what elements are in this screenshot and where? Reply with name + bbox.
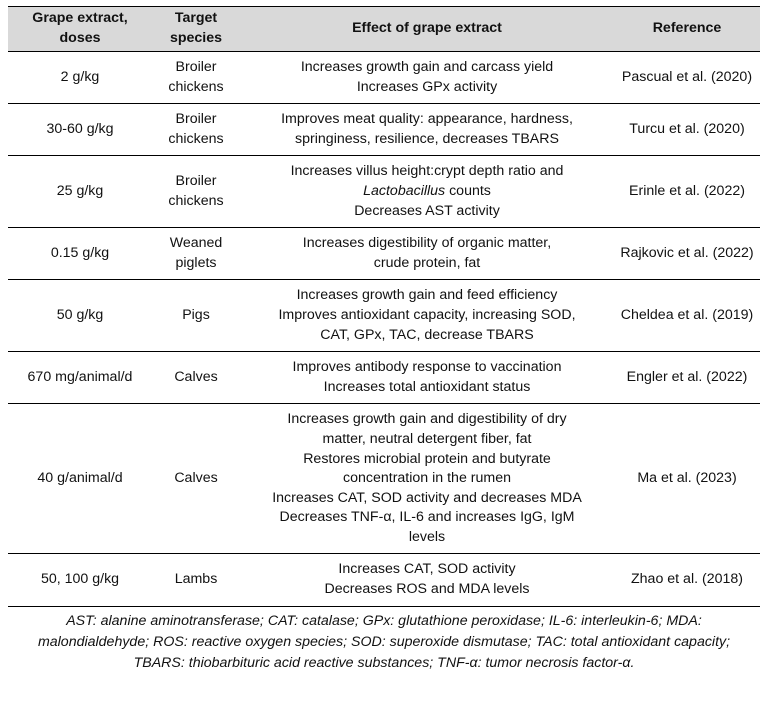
effect-line: Increases growth gain and digestibility of dry: [287, 411, 567, 428]
effect-line: concentration in the rumen: [343, 470, 511, 487]
effect-line: Lactobacillus counts: [363, 182, 491, 199]
dose-cell: 670 mg/animal/d: [8, 352, 152, 404]
effect-cell: [240, 554, 614, 606]
dose-cell: 25 g/kg: [8, 156, 152, 228]
effect-line: springiness, resilience, decreases TBARS: [295, 130, 559, 147]
reference-cell: Cheldea et al. (2019): [614, 280, 760, 352]
species-cell: Broiler chickens: [152, 156, 240, 228]
table-row: [8, 156, 760, 228]
dose-cell: 0.15 g/kg: [8, 228, 152, 280]
header-effect: Effect of grape extract: [240, 7, 614, 52]
effect-line: crude protein, fat: [373, 254, 481, 271]
species-cell: Broiler chickens: [152, 104, 240, 156]
species-cell: Pigs: [152, 280, 240, 352]
effect-cell: [240, 352, 614, 404]
effect-line: Increases total antioxidant status: [323, 378, 531, 395]
effect-cell: [240, 228, 614, 280]
reference-cell: Rajkovic et al. (2022): [614, 228, 760, 280]
effect-line: Increases CAT, SOD activity: [338, 561, 516, 578]
species-cell: Calves: [152, 404, 240, 554]
header-reference: Reference: [614, 7, 760, 52]
header-row: [8, 7, 760, 52]
dose-cell: 2 g/kg: [8, 52, 152, 104]
effect-line: Decreases TNF-α, IL-6 and increases IgG, IgM: [279, 509, 575, 526]
dose-cell: 30-60 g/kg: [8, 104, 152, 156]
effect-line: Increases GPx activity: [356, 78, 498, 95]
dose-cell: 40 g/animal/d: [8, 404, 152, 554]
reference-cell: Erinle et al. (2022): [614, 156, 760, 228]
grape-extract-table: [8, 6, 760, 607]
effect-line: Increases growth gain and carcass yield: [300, 59, 554, 75]
table-row: [8, 404, 760, 554]
reference-cell: Engler et al. (2022): [614, 352, 760, 404]
header-species: Target species: [152, 7, 240, 52]
species-cell: Lambs: [152, 554, 240, 606]
effect-cell: [240, 280, 614, 352]
effect-line: matter, neutral detergent fiber, fat: [322, 430, 532, 447]
effect-line: Improves antioxidant capacity, increasing SOD,: [278, 306, 576, 323]
table-row: [8, 280, 760, 352]
table-row: [8, 52, 760, 104]
reference-cell: Ma et al. (2023): [614, 404, 760, 554]
species-cell: Calves: [152, 352, 240, 404]
effect-cell: [240, 404, 614, 554]
species-cell: Weaned piglets: [152, 228, 240, 280]
dose-cell: 50 g/kg: [8, 280, 152, 352]
effect-cell: [240, 156, 614, 228]
reference-cell: Zhao et al. (2018): [614, 554, 760, 606]
table-row: [8, 554, 760, 606]
effect-line: Increases CAT, SOD activity and decreases MDA: [272, 489, 582, 506]
species-cell: Broiler chickens: [152, 52, 240, 104]
effect-line: Increases digestibility of organic matter,: [302, 235, 552, 252]
effect-line: Decreases AST activity: [354, 202, 500, 219]
effect-line: Restores microbial protein and butyrate: [303, 450, 551, 467]
effect-line: Decreases ROS and MDA levels: [324, 581, 530, 598]
reference-cell: Pascual et al. (2020): [614, 52, 760, 104]
effect-cell: [240, 52, 614, 104]
effect-line: Increases growth gain and feed efficiency: [296, 287, 558, 304]
table-body: [8, 52, 760, 607]
effect-line: Increases villus height:crypt depth ratio and: [290, 163, 564, 180]
reference-cell: Turcu et al. (2020): [614, 104, 760, 156]
header-dose: Grape extract, doses: [8, 7, 152, 52]
table-header: [8, 7, 760, 52]
table-row: [8, 352, 760, 404]
dose-cell: 50, 100 g/kg: [8, 554, 152, 606]
effect-line: Improves meat quality: appearance, hardness,: [281, 111, 573, 128]
effect-cell: [240, 104, 614, 156]
table-row: [8, 104, 760, 156]
effect-line: levels: [408, 528, 446, 545]
effect-line: CAT, GPx, TAC, decrease TBARS: [320, 326, 534, 343]
abbreviations-footnote: AST: alanine aminotransferase; CAT: catalase; GPx: glutathione peroxidase; IL-6: interleukin-6; MDA: malondialdehyde; ROS: reactive oxygen species; SOD: superoxide dismutase; TAC: total antioxidant capacity; TBARS: thiobarbituric acid reactive substances; TNF-α: tumor necrosis factor-α.: [37, 612, 731, 671]
effect-line: Improves antibody response to vaccination: [292, 359, 562, 376]
table-row: [8, 228, 760, 280]
